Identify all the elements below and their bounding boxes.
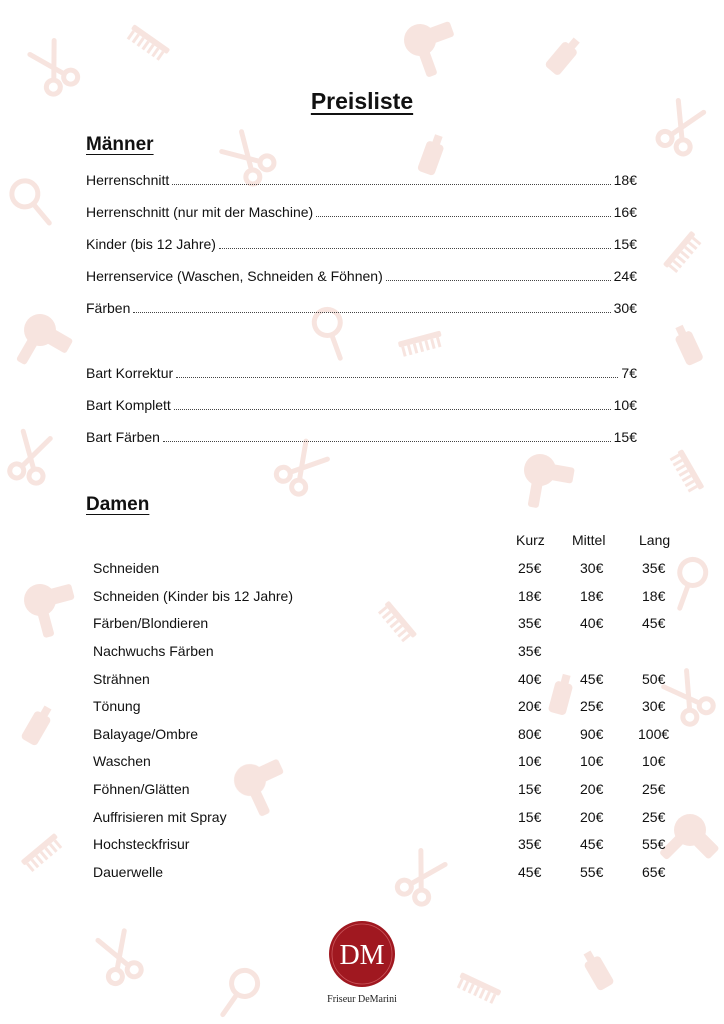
price-row [86,365,637,387]
dot-leader [163,429,611,442]
price-lang: 65€ [642,864,666,880]
price-row [86,300,637,322]
price-mittel: 55€ [580,864,604,880]
service-label: Nachwuchs Färben [93,643,214,659]
service-price: 24€ [613,268,637,284]
price-row [86,268,637,290]
dot-leader [174,397,611,410]
service-price: 15€ [613,236,637,252]
service-price: 16€ [613,204,637,220]
service-label: Balayage/Ombre [93,726,199,742]
price-mittel: 90€ [580,726,604,742]
price-lang: 25€ [642,781,666,797]
price-row [86,429,637,451]
column-header-mittel: Mittel [572,532,606,548]
price-mittel: 10€ [580,753,604,769]
price-row [86,236,637,258]
price-lang: 18€ [642,588,666,604]
service-label: Bart Komplett [86,397,171,413]
price-mittel: 18€ [580,588,604,604]
service-label: Auffrisieren mit Spray [93,809,227,825]
price-kurz: 10€ [518,753,542,769]
service-label: Bart Korrektur [86,365,174,381]
price-row [86,397,637,419]
price-lang: 45€ [642,615,666,631]
price-kurz: 15€ [518,809,542,825]
service-label: Schneiden [93,560,160,576]
service-label: Strähnen [93,671,150,687]
service-price: 30€ [613,300,637,316]
dot-leader [133,300,610,313]
price-kurz: 80€ [518,726,542,742]
dot-leader [172,172,610,185]
price-mittel: 45€ [580,836,604,852]
column-header-lang: Lang [639,532,671,548]
salon-logo-icon [329,921,395,987]
price-mittel: 25€ [580,698,604,714]
price-kurz: 45€ [518,864,542,880]
dot-leader [219,236,611,249]
section-heading-damen: Damen [86,494,150,515]
dot-leader [176,365,618,378]
service-label: Hochsteckfrisur [93,836,190,852]
service-price: 10€ [613,397,637,413]
price-lang: 25€ [642,809,666,825]
price-lang: 35€ [642,560,666,576]
service-label: Waschen [93,753,151,769]
price-kurz: 18€ [518,588,542,604]
column-header-kurz: Kurz [516,532,545,548]
service-label: Herrenservice (Waschen, Schneiden & Föhnen) [86,268,383,284]
service-label: Färben/Blondieren [93,615,209,631]
price-mittel: 40€ [580,615,604,631]
price-lang: 10€ [642,753,666,769]
service-label: Schneiden (Kinder bis 12 Jahre) [93,588,294,604]
dot-leader [386,268,611,281]
service-label: Herrenschnitt (nur mit der Maschine) [86,204,314,220]
service-price: 18€ [613,172,637,188]
service-price: 15€ [613,429,637,445]
service-label: Kinder (bis 12 Jahre) [86,236,216,252]
section-heading-maenner: Männer [86,134,154,155]
service-price: 7€ [621,365,637,381]
price-kurz: 35€ [518,643,542,659]
price-lang: 100€ [638,726,670,742]
service-label: Bart Färben [86,429,160,445]
service-label: Tönung [93,698,141,714]
brand-name: Friseur DeMarini [327,994,397,1005]
price-mittel: 20€ [580,809,604,825]
service-label: Dauerwelle [93,864,164,880]
price-mittel: 45€ [580,671,604,687]
logo-monogram: DM [339,940,385,971]
price-kurz: 40€ [518,671,542,687]
price-mittel: 30€ [580,560,604,576]
page-title: Preisliste [310,88,414,114]
service-label: Föhnen/Glätten [93,781,190,797]
price-lang: 55€ [642,836,666,852]
price-lang: 50€ [642,671,666,687]
price-kurz: 35€ [518,615,542,631]
price-lang: 30€ [642,698,666,714]
dot-leader [316,204,610,217]
price-kurz: 15€ [518,781,542,797]
price-mittel: 20€ [580,781,604,797]
price-row [86,204,637,226]
price-kurz: 25€ [518,560,542,576]
service-label: Herrenschnitt [86,172,170,188]
service-label: Färben [86,300,131,316]
price-row [86,172,637,194]
price-kurz: 20€ [518,698,542,714]
price-kurz: 35€ [518,836,542,852]
